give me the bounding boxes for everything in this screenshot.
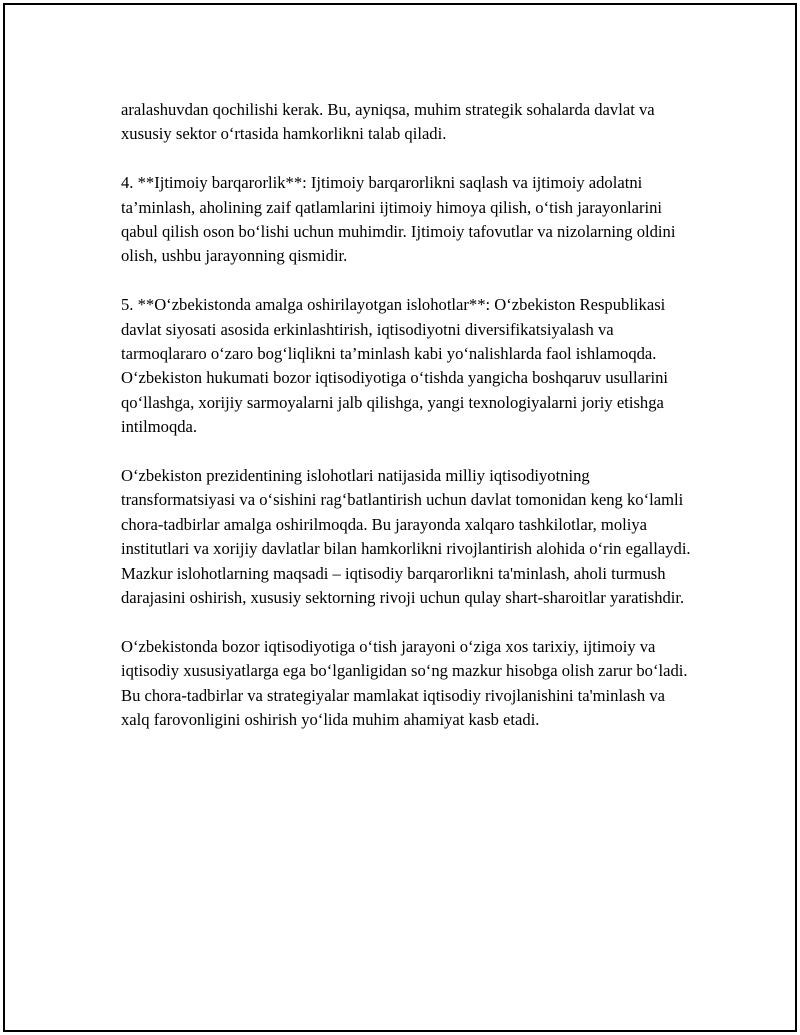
paragraph-social-stability: 4. **Ijtimoiy barqarorlik**: Ijtimoiy barqarorlikni saqlash va ijtimoiy adolatni ta’minlash, aholining zaif qatlamlarini ijtimoiy himoya qilish, o‘tish jarayonlarini qabul qilish oson bo‘lishi uchun muhimdir. Ijtimoiy tafovutlar va nizolarning oldini olish, ushbu jarayonning qismidir. bbox=[121, 173, 676, 266]
document-page bbox=[3, 3, 797, 1032]
paragraph-market-transition: O‘zbekistonda bozor iqtisodiyotiga o‘tish jarayoni o‘ziga xos tarixiy, ijtimoiy va iqtisodiy xususiyatlarga ega bo‘lganligidan so‘ng mazkur hisobga olish zarur bo‘ladi. Bu chora-tadbirlar va strategiyalar mamlakat iqtisodiy rivojlanishini ta'minlash va xalq farovonligini oshirish yo‘lida muhim ahamiyat kasb etadi. bbox=[121, 636, 688, 730]
paragraph-reforms-in-uzbekistan: 5. **O‘zbekistonda amalga oshirilayotgan islohotlar**: O‘zbekiston Respublikasi davlat siyosati asosida erkinlashtirish, iqtisodiyotni diversifikatsiyalash va tarmoqlararo o‘zaro bog‘liqlikni ta’minlash kabi yo‘nalishlarda faol ishlamoqda. O‘zbekiston hukumati bozor iqtisodiyotiga o‘tishda yangicha boshqaruv usullarini qo‘llashga, xorijiy sarmoyalarni jalb qilishga, yangi texnologiyalarni joriy etishga intilmoqda. bbox=[121, 295, 669, 437]
paragraph-continuation: aralashuvdan qochilishi kerak. Bu, ayniqsa, muhim strategik sohalarda davlat va xususiy sektor o‘rtasida hamkorlikni talab qiladi. bbox=[121, 100, 655, 144]
document-body bbox=[121, 98, 697, 757]
paragraph-presidential-reforms: O‘zbekiston prezidentining islohotlari natijasida milliy iqtisodiyotning transformatsiyasi va o‘sishini rag‘batlantirish uchun davlat tomonidan keng ko‘lamli chora-tadbirlar amalga oshirilmoqda. Bu jarayonda xalqaro tashkilotlar, moliya institutlari va xorijiy davlatlar bilan hamkorlikni rivojlantirish alohida o‘rin egallaydi. Mazkur islohotlarning maqsadi – iqtisodiy barqarorlikni ta'minlash, aholi turmush darajasini oshirish, xususiy sektorning rivoji uchun qulay shart-sharoitlar yaratishdir. bbox=[121, 466, 691, 608]
